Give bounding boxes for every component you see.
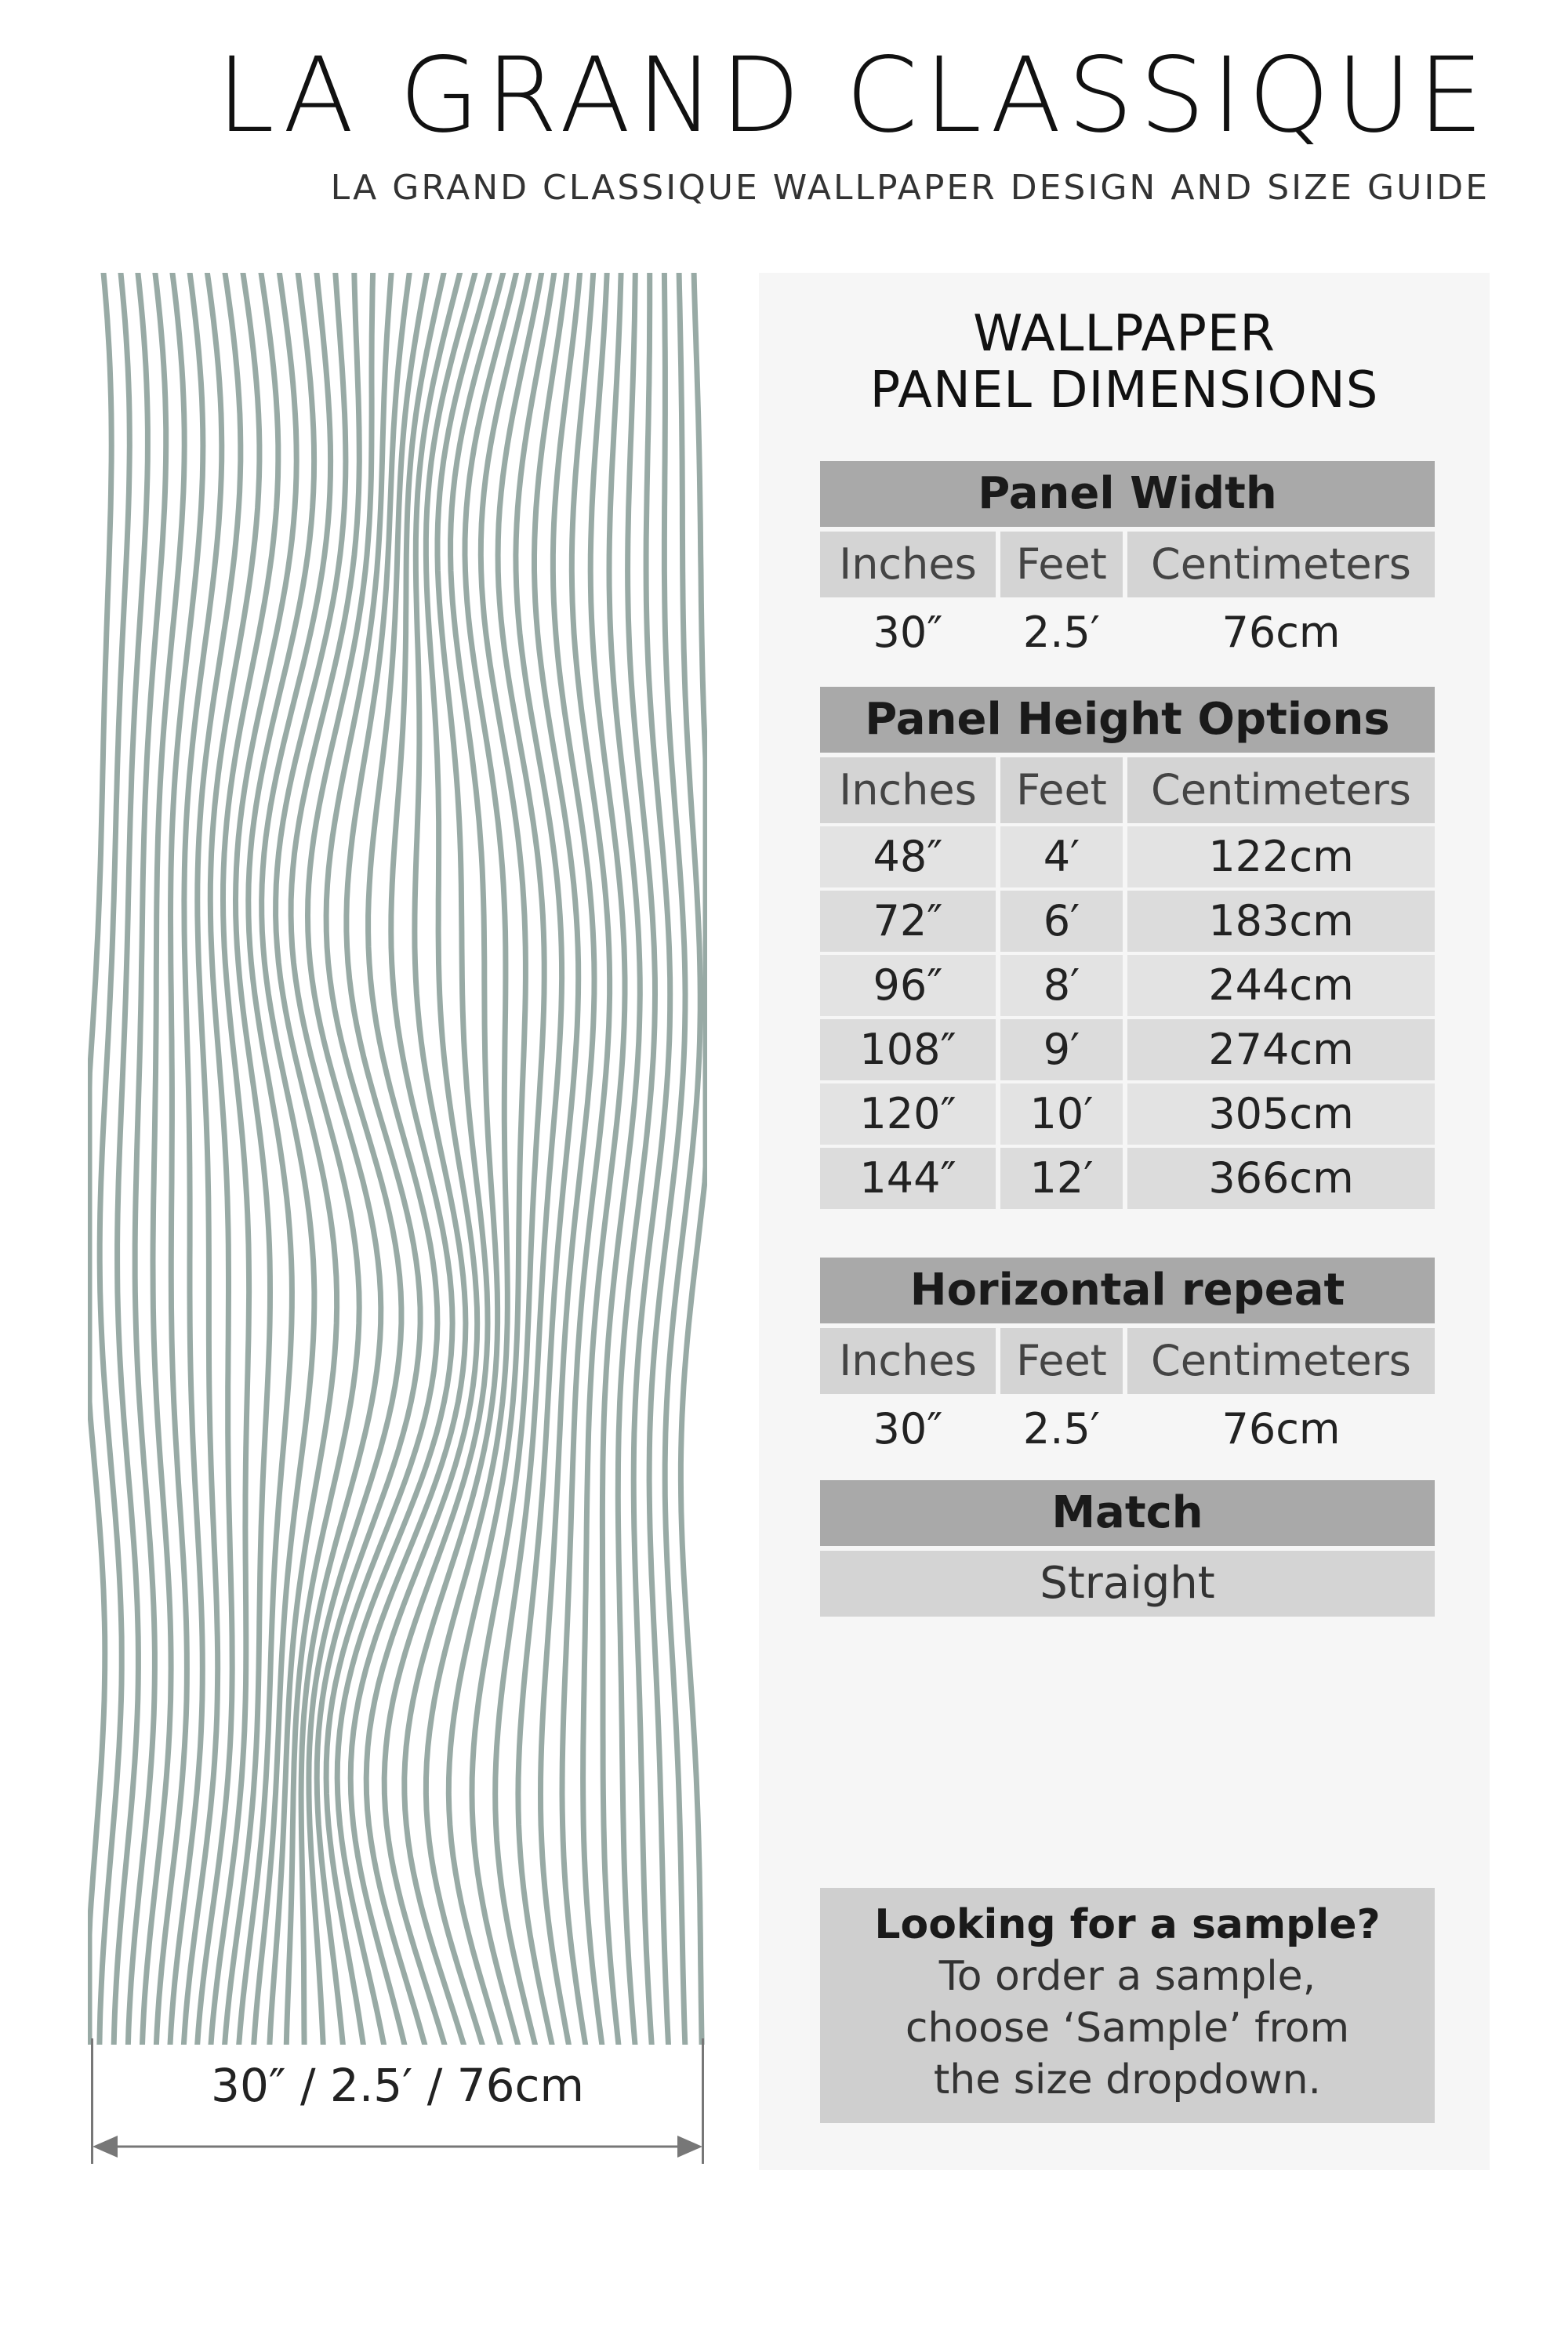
panel-height-title: Panel Height Options [820,687,1435,753]
dimensions-heading [759,306,1490,419]
table-row [820,826,1435,887]
panel-height-header-row [820,757,1435,823]
horizontal-repeat-title: Horizontal repeat [820,1258,1435,1323]
width-cm-value: 76cm [1221,608,1341,657]
panel-width-title: Panel Width [820,461,1435,527]
height-feet-value: 6′ [1000,891,1123,952]
height-inches-value: 96″ [820,955,996,1016]
sample-title: Looking for a sample? [874,1901,1381,1948]
table-row [820,955,1435,1016]
width-inches-value: 30″ [873,608,943,657]
height-inches-value: 108″ [820,1019,996,1080]
repeat-cm-value: 76cm [1221,1404,1341,1454]
panel-width-table [820,461,1435,663]
horizontal-repeat-values [820,1399,1435,1460]
sample-text-line: To order a sample, [938,1953,1316,2000]
column-header-feet: Feet [1000,532,1123,597]
double-arrow-icon [88,2131,707,2162]
table-row [820,1148,1435,1209]
height-inches-value: 72″ [820,891,996,952]
column-header-inches: Inches [820,757,996,823]
sample-callout [820,1888,1435,2123]
column-header-feet: Feet [1000,1328,1123,1394]
wave-stripe [618,273,655,2045]
column-header-feet: Feet [1000,757,1123,823]
height-cm-value: 122cm [1127,826,1435,887]
width-feet-value: 2.5′ [1022,608,1101,657]
height-cm-value: 305cm [1127,1083,1435,1145]
panel-width-values [820,602,1435,663]
wave-stripe [405,273,503,2045]
panel-height-table [820,687,1435,1209]
brand-title: LA GRAND CLASSIQUE [216,35,1490,156]
wallpaper-pattern-preview [88,273,707,2045]
table-row [820,1083,1435,1145]
match-table [820,1480,1435,1617]
panel-width-measure [88,2038,707,2172]
height-inches-value: 48″ [820,826,996,887]
repeat-inches-value: 30″ [873,1404,943,1454]
repeat-feet-value: 2.5′ [1022,1404,1101,1454]
column-header-centimeters: Centimeters [1127,532,1435,597]
dimensions-panel [759,273,1490,2170]
height-cm-value: 183cm [1127,891,1435,952]
height-feet-value: 12′ [1000,1148,1123,1209]
table-row [820,1019,1435,1080]
height-cm-value: 244cm [1127,955,1435,1016]
sample-text-line: choose ‘Sample’ from [905,2005,1350,2052]
wave-stripe [100,273,129,2045]
height-inches-value: 144″ [820,1148,996,1209]
brand-subtitle: LA GRAND CLASSIQUE WALLPAPER DESIGN AND SIZE GUIDE [330,168,1490,208]
column-header-centimeters: Centimeters [1127,757,1435,823]
panel-height-rows [820,826,1435,1209]
horizontal-repeat-table [820,1258,1435,1460]
match-title: Match [820,1480,1435,1546]
dimensions-heading-line2: PANEL DIMENSIONS [869,361,1379,419]
match-value: Straight [820,1551,1435,1617]
wavy-stripe-pattern [88,273,707,2045]
horizontal-repeat-header-row [820,1328,1435,1394]
height-feet-value: 9′ [1000,1019,1123,1080]
column-header-inches: Inches [820,532,996,597]
height-feet-value: 10′ [1000,1083,1123,1145]
panel-width-header-row [820,532,1435,597]
sample-text-line: the size dropdown. [933,2056,1322,2103]
height-cm-value: 366cm [1127,1148,1435,1209]
height-inches-value: 120″ [820,1083,996,1145]
dimensions-heading-line1: WALLPAPER [973,305,1276,363]
column-header-inches: Inches [820,1328,996,1394]
table-row [820,891,1435,952]
height-feet-value: 8′ [1000,955,1123,1016]
height-feet-value: 4′ [1000,826,1123,887]
panel-width-label: 30″ / 2.5′ / 76cm [211,2059,584,2112]
height-cm-value: 274cm [1127,1019,1435,1080]
column-header-centimeters: Centimeters [1127,1328,1435,1394]
